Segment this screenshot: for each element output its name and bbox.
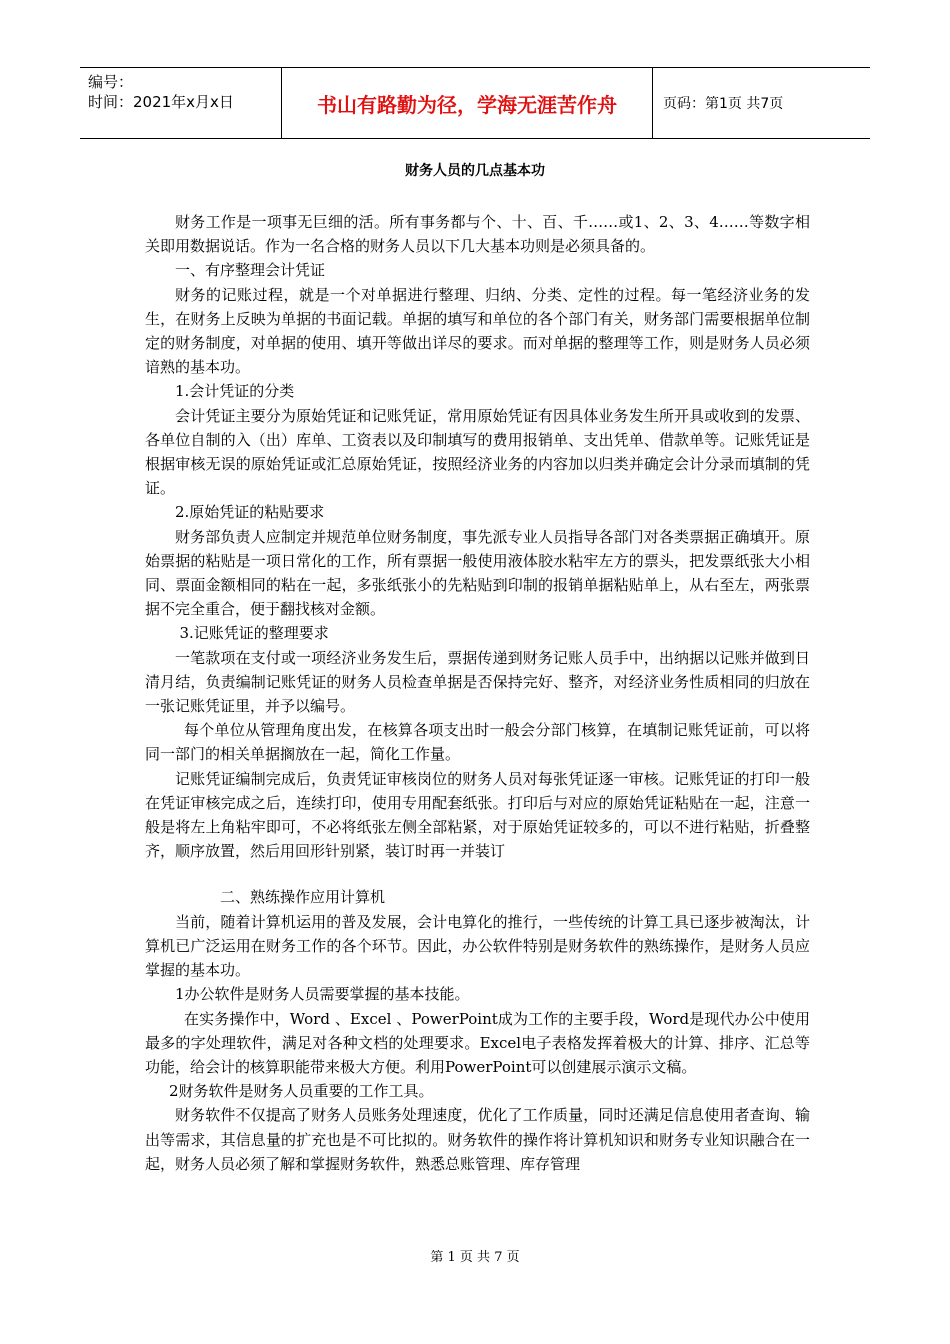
section-heading-2: 二、熟练操作应用计算机 [220, 888, 386, 907]
paragraph-intro: 财务工作是一项事无巨细的活。所有事务都与个、十、百、千……或1、2、3、4……等数字相关即用数据说话。作为一名合格的财务人员以下几大基本功则是必须具备的。 [145, 213, 810, 256]
section-heading-1: 一、有序整理会计凭证 [175, 261, 326, 280]
page-footer: 第 1 页 共 7 页 [430, 1250, 520, 1265]
paragraph: 在实务操作中，Word 、Excel 、PowerPoint成为工作的主要手段，Word是现代办公中使用最多的字处理软件，满足对各种文档的处理要求。Excel电子表格发挥着极大的计算、排序、汇总等功能，给会计的核算职能带来极大方便。利用PowerPoint可以创建展示演示文稿。 [145, 1009, 810, 1076]
paragraph: 财务的记账过程，就是一个对单据进行整理、归纳、分类、定性的过程。每一笔经济业务的发生，在财务上反映为单据的书面记载。单据的填写和单位的各个部门有关，财务部门需要根据单位制定的财务制度，对单据的使用、填开等做出详尽的要求。而对单据的整理等工作，则是财务人员必须谙熟的基本功。 [145, 285, 810, 377]
paragraph: 每个单位从管理角度出发，在核算各项支出时一般会分部门核算，在填制记账凭证前，可以将同一部门的相关单据搁放在一起，简化工作量。 [145, 721, 810, 764]
header-motto: 书山有路勤为径，学海无涯苦作舟 [282, 68, 653, 138]
subsection-heading: 2.原始凭证的粘贴要求 [175, 503, 325, 522]
subsection-heading: 1.会计凭证的分类 [175, 382, 295, 401]
header-meta [80, 68, 282, 138]
paragraph: 记账凭证编制完成后，负责凭证审核岗位的财务人员对每张凭证逐一审核。记账凭证的打印一般在凭证审核完成之后，连续打印，使用专用配套纸张。打印后与对应的原始凭证粘贴在一起，注意一般是将左上角粘牢即可，不必将纸张左侧全部粘紧，对于原始凭证较多的，可以不进行粘贴，折叠整齐，顺序放置，然后用回形针别紧，装订时再一并装订 [145, 769, 810, 861]
paragraph: 财务部负责人应制定并规范单位财务制度，事先派专业人员指导各部门对各类票据正确填开。原始票据的粘贴是一项日常化的工作，所有票据一般使用液体胶水粘牢左方的票头，把发票纸张大小相同、票面金额相同的粘在一起，多张纸张小的先粘贴到印制的报销单据粘贴单上，从右至左，两张票据不完全重合，便于翻找核对金额。 [145, 527, 810, 619]
subsection-heading: 1办公软件是财务人员需要掌握的基本技能。 [175, 985, 470, 1004]
page-header [80, 67, 870, 139]
document-body [145, 210, 810, 1176]
subsection-heading: 2财务软件是财务人员重要的工作工具。 [169, 1082, 434, 1101]
subsection-heading: 3.记账凭证的整理要求 [179, 624, 329, 643]
document-number-label: 编号： [88, 73, 134, 91]
paragraph: 当前，随着计算机运用的普及发展，会计电算化的推行，一些传统的计算工具已逐步被淘汰，计算机已广泛运用在财务工作的各个环节。因此，办公软件特别是财务软件的熟练操作，是财务人员应掌握的基本功。 [145, 912, 810, 980]
paragraph: 会计凭证主要分为原始凭证和记账凭证，常用原始凭证有因具体业务发生所开具或收到的发票、各单位自制的入（出）库单、工资表以及印制填写的费用报销单、支出凭单、借款单等。记账凭证是根据审核无误的原始凭证或汇总原始凭证，按照经济业务的内容加以归类并确定会计分录而填制的凭证。 [145, 406, 810, 498]
document-time-label: 时间：2021年x月x日 [88, 93, 234, 111]
paragraph: 财务软件不仅提高了财务人员账务处理速度，优化了工作质量，同时还满足信息使用者查询、输出等需求，其信息量的扩充也是不可比拟的。财务软件的操作将计算机知识和财务专业知识融合在一起，财务人员必须了解和掌握财务软件，熟悉总账管理、库存管理 [145, 1106, 810, 1173]
paragraph: 一笔款项在支付或一项经济业务发生后，票据传递到财务记账人员手中，出纳据以记账并做到日清月结，负责编制记账凭证的财务人员检查单据是否保持完好、整齐，对经济业务性质相同的归放在一张记账凭证里，并予以编号。 [145, 648, 810, 716]
header-page-number: 页码：第1页 共7页 [663, 96, 784, 112]
document-title: 财务人员的几点基本功 [405, 163, 545, 179]
